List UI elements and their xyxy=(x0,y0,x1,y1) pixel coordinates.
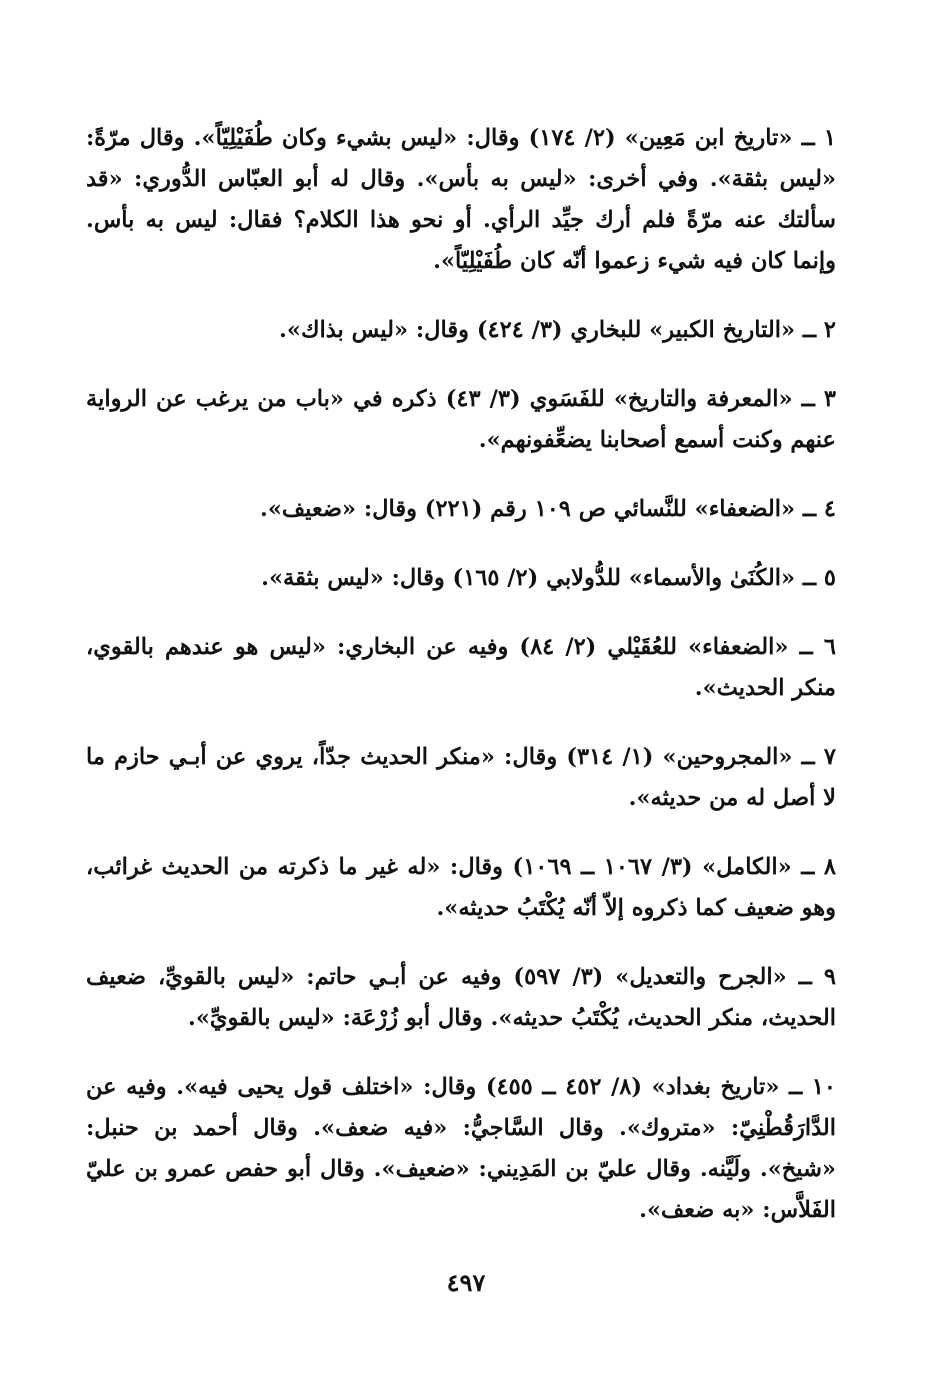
entry-3: ٣ ــ «المعرفة والتاريخ» للفَسَوي (٣/ ٤٣) ذكره في «باب من يرغب عن الرواية عنهم وكنت أسمع أصحابنا يضعِّفونهم». xyxy=(86,386,836,453)
entry-7: ٧ ــ «المجروحين» (١/ ٣١٤) وقال: «منكر الحديث جدّاً، يروي عن أبـي حازم ما لا أصل له من حديثه». xyxy=(86,744,836,811)
entry-5: ٥ ــ «الكُنَىٰ والأسماء» للدُّولابي (٢/ ١٦٥) وقال: «ليس بثقة». xyxy=(261,565,836,591)
entry-6: ٦ ــ «الضعفاء» للعُقَيْلي (٢/ ٨٤) وفيه عن البخاري: «ليس هو عندهم بالقوي، منكر الحديث». xyxy=(86,634,836,701)
page-number: ٤٩٧ xyxy=(446,1268,486,1297)
entry-8: ٨ ــ «الكامل» (٣/ ١٠٦٧ ــ ١٠٦٩) وقال: «له غير ما ذكرته من الحديث غرائب، وهو ضعيف كما ذكروه إلاّ أنّه يُكْتَبُ حديثه». xyxy=(86,854,836,921)
entry-1: ١ ــ «تاريخ ابن مَعِين» (٢/ ١٧٤) وقال: «ليس بشيء وكان طُفَيْلِيّاً». وقال مرّةً: «ليس بثقة». وفي أخرى: «ليس به بأس». وقال له أبو العبّاس الدُّوري: «قد سألتك عنه مرّةً فلم أرك جيِّد الرأي. أو نحو هذا الكلام؟ فقال: ليس به بأس. وإنما كان فيه شيء زعموا أنّه كان طُفَيْلِيّاً». xyxy=(86,125,836,274)
entry-2: ٢ ــ «التاريخ الكبير» للبخاري (٣/ ٤٢٤) وقال: «ليس بذاك». xyxy=(279,317,836,343)
entry-9: ٩ ــ «الجرح والتعديل» (٣/ ٥٩٧) وفيه عن أبـي حاتم: «ليس بالقويِّ، ضعيف الحديث، منكر الحديث، يُكْتَبُ حديثه». وقال أبو زُرْعَة: «ليس بالقويِّ». xyxy=(86,964,836,1031)
entry-4: ٤ ــ «الضعفاء» للنَّسائي ص ١٠٩ رقم (٢٢١) وقال: «ضعيف». xyxy=(259,496,836,522)
entry-10: ١٠ ــ «تاريخ بغداد» (٨/ ٤٥٢ ــ ٤٥٥) وقال: «اختلف قول يحيى فيه». وفيه عن الدَّارَقُطْنِيّ: «متروك». وقال السَّاجيُّ: «فيه ضعف». وقال أحمد بن حنبل: «شيخ». ولَيَّنه. وقال عليّ بن المَدِيني: «ضعيف». وقال أبو حفص عمرو بن عليّ الفَلاَّس: «به ضعف». xyxy=(86,1074,836,1223)
text-body xyxy=(86,118,836,1259)
